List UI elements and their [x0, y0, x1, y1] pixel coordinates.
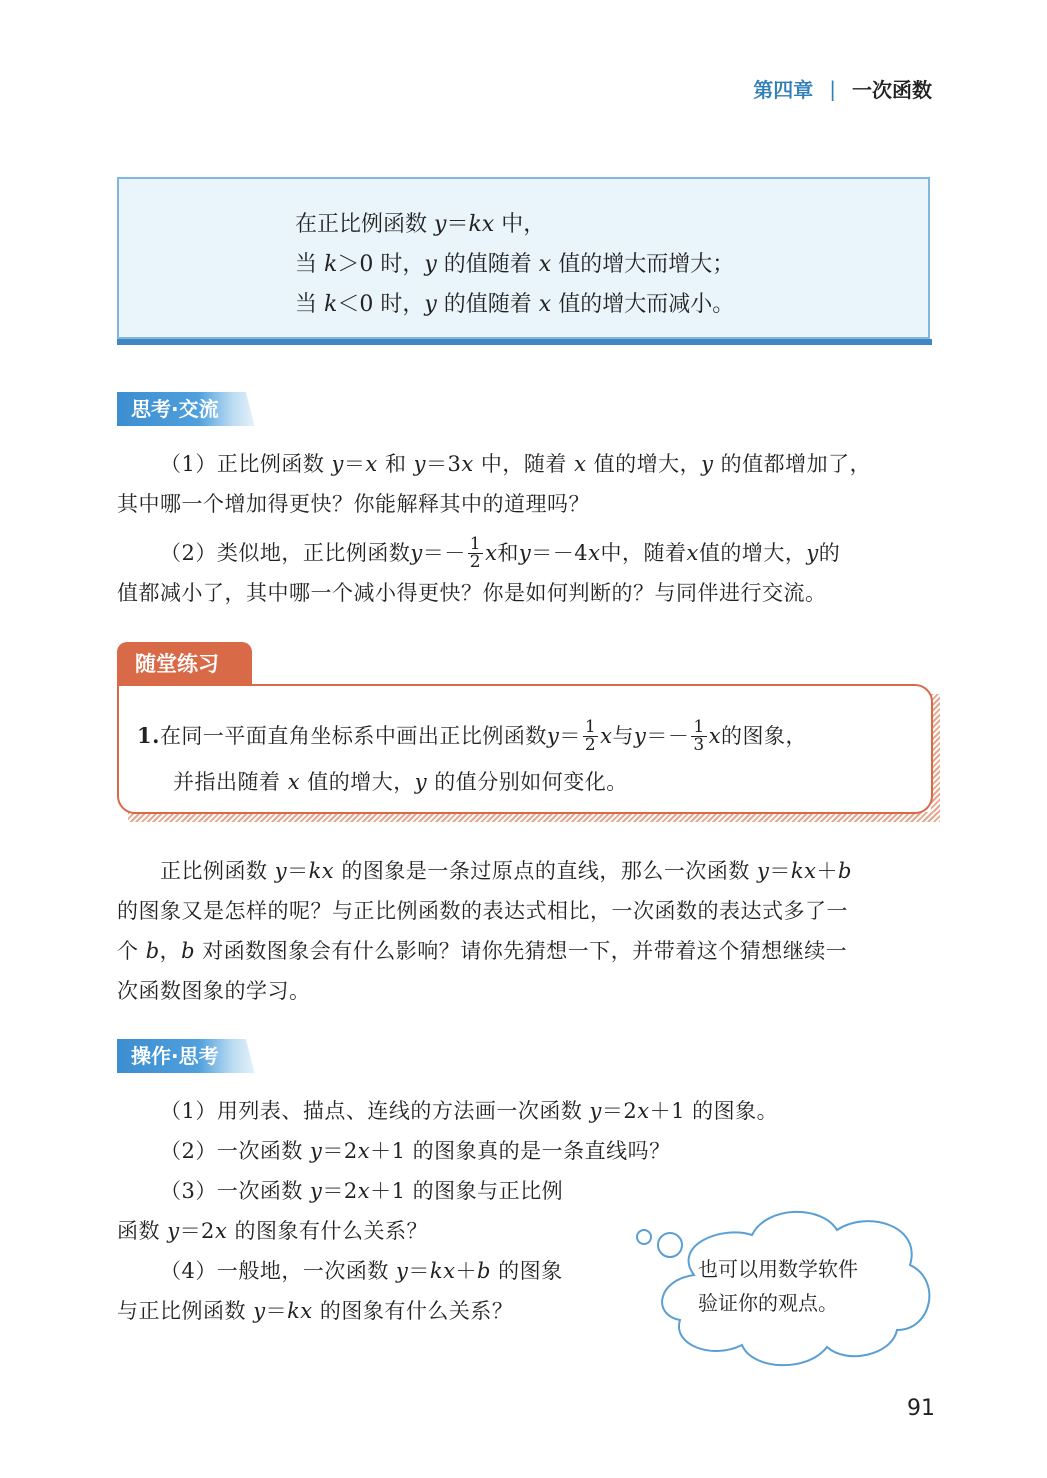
- practice-box: [117, 684, 933, 814]
- operate-q3-line1: （3）一次函数 y＝2x＋1 的图象与正比例: [160, 1179, 564, 1203]
- key-conclusion-box: [117, 177, 930, 339]
- think-q1-line1: （1）正比例函数 y＝x 和 y＝3x 中，随着 x 值的增大，y 的值都增加了，: [160, 452, 872, 476]
- paragraph-line2: 的图象又是怎样的呢？与正比例函数的表达式相比，一次函数的表达式多了一: [117, 899, 848, 923]
- paragraph-line3: 个 b，b 对函数图象会有什么影响？请你先猜想一下，并带着这个猜想继续一: [117, 939, 848, 963]
- key-line-2: 当 k＞0 时，y 的值随着 x 值的增大而增大；: [295, 252, 735, 277]
- header-separator: |: [829, 76, 836, 101]
- practice-q1-line2: 并指出随着 x 值的增大，y 的值分别如何变化。: [173, 770, 628, 794]
- tag-tail: [233, 1039, 255, 1073]
- think-q2-line1: （2）类似地，正比例函数 y ＝－ $\frac{1}{2}$ x 和 y ＝－4 x 中，随着 x 值的增大， y 的: [160, 533, 841, 572]
- paragraph-line1: 正比例函数 y＝kx 的图象是一条过原点的直线，那么一次函数 y＝kx＋b: [160, 859, 852, 883]
- chapter-number: 第四章: [753, 78, 814, 102]
- cloud-text: 也可以用数学软件 验证你的观点。: [698, 1257, 858, 1315]
- fraction-one-half: $\frac{1}{2}$: [469, 533, 482, 572]
- tag-tail: [233, 392, 255, 426]
- operate-think-tag: 操作·思考: [117, 1039, 255, 1073]
- think-exchange-tag: 思考·交流: [117, 392, 255, 426]
- operate-q4-line2: 与正比例函数 y＝kx 的图象有什么关系？: [117, 1299, 514, 1323]
- fraction-one-half: $\frac{1}{2}$: [584, 716, 597, 755]
- chapter-header: [753, 74, 932, 103]
- think-q1-line2: 其中哪一个增加得更快？你能解释其中的道理吗？: [117, 492, 590, 516]
- page-number: 91: [907, 1396, 935, 1421]
- fraction-one-third: $\frac{1}{3}$: [693, 716, 705, 755]
- operate-q1: （1）用列表、描点、连线的方法画一次函数 y＝2x＋1 的图象。: [160, 1099, 779, 1123]
- paragraph-line4: 次函数图象的学习。: [117, 979, 311, 1003]
- think-q2-line2: 值都减小了，其中哪一个减小得更快？你是如何判断的？与同伴进行交流。: [117, 581, 827, 605]
- chapter-title: 一次函数: [852, 78, 932, 102]
- operate-q4-line1: （4）一般地，一次函数 y＝kx＋b 的图象: [160, 1259, 563, 1283]
- operate-q2: （2）一次函数 y＝2x＋1 的图象真的是一条直线吗？: [160, 1139, 671, 1163]
- practice-q1-line1: 1. 在同一平面直角坐标系中画出正比例函数 y ＝ $\frac{1}{2}$ x 与 y ＝－ $\frac{1}{3}$ x 的图象，: [137, 716, 808, 755]
- key-box-underline: [117, 339, 932, 345]
- operate-q3-line2: 函数 y＝2x 的图象有什么关系？: [117, 1219, 428, 1243]
- key-line-3: 当 k＜0 时，y 的值随着 x 值的增大而减小。: [295, 292, 735, 317]
- key-line-1: 在正比例函数 y＝kx 中，: [295, 212, 546, 237]
- practice-tag: 随堂练习: [117, 642, 252, 686]
